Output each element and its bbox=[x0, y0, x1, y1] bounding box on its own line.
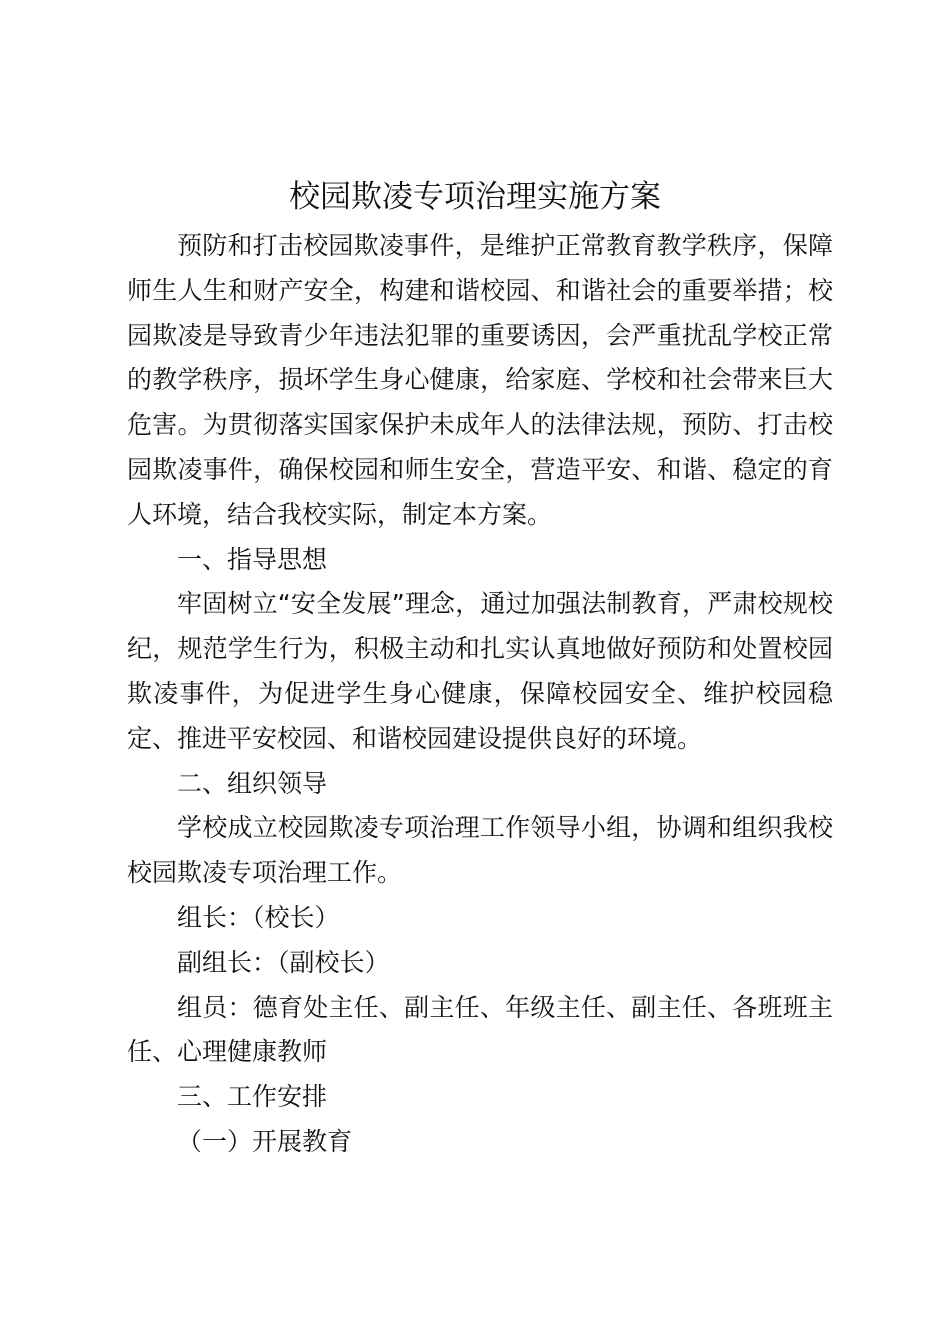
team-members-paragraph: 组员：德育处主任、副主任、年级主任、副主任、各班班主任、心理健康教师 bbox=[127, 992, 833, 1067]
intro-paragraph: 预防和打击校园欺凌事件，是维护正常教育教学秩序，保障师生人生和财产安全，构建和谐校园、和谐社会的重要举措；校园欺凌是导致青少年违法犯罪的重要诱因，会严重扰乱学校正常的教学秩序，损坏学生身心健康，给家庭、学校和社会带来巨大危害。为贯彻落实国家保护未成年人的法律法规，预防、打击校园欺凌事件，确保校园和师生安全，营造平安、和谐、稳定的育人环境，结合我校实际，制定本方案。 bbox=[127, 231, 833, 529]
deputy-leader-line: 副组长：（副校长） bbox=[177, 947, 390, 977]
team-leader-line: 组长：（校长） bbox=[177, 902, 340, 932]
section-heading-work-arrangement: 三、工作安排 bbox=[177, 1082, 328, 1112]
section-heading-guiding-ideology: 一、指导思想 bbox=[177, 544, 328, 574]
section-heading-organization: 二、组织领导 bbox=[177, 768, 328, 798]
organization-paragraph: 学校成立校园欺凌专项治理工作领导小组，协调和组织我校校园欺凌专项治理工作。 bbox=[127, 813, 833, 888]
guiding-ideology-paragraph: 牢固树立“安全发展”理念，通过加强法制教育，严肃校规校纪，规范学生行为，积极主动和扎实认真地做好预防和处置校园欺凌事件，为促进学生身心健康，保障校园安全、维护校园稳定、推进平安校园、和谐校园建设提供良好的环境。 bbox=[127, 589, 833, 753]
subsection-heading-education: （一）开展教育 bbox=[177, 1126, 353, 1156]
document-title: 校园欺凌专项治理实施方案 bbox=[289, 179, 661, 215]
document-body bbox=[127, 224, 833, 1165]
